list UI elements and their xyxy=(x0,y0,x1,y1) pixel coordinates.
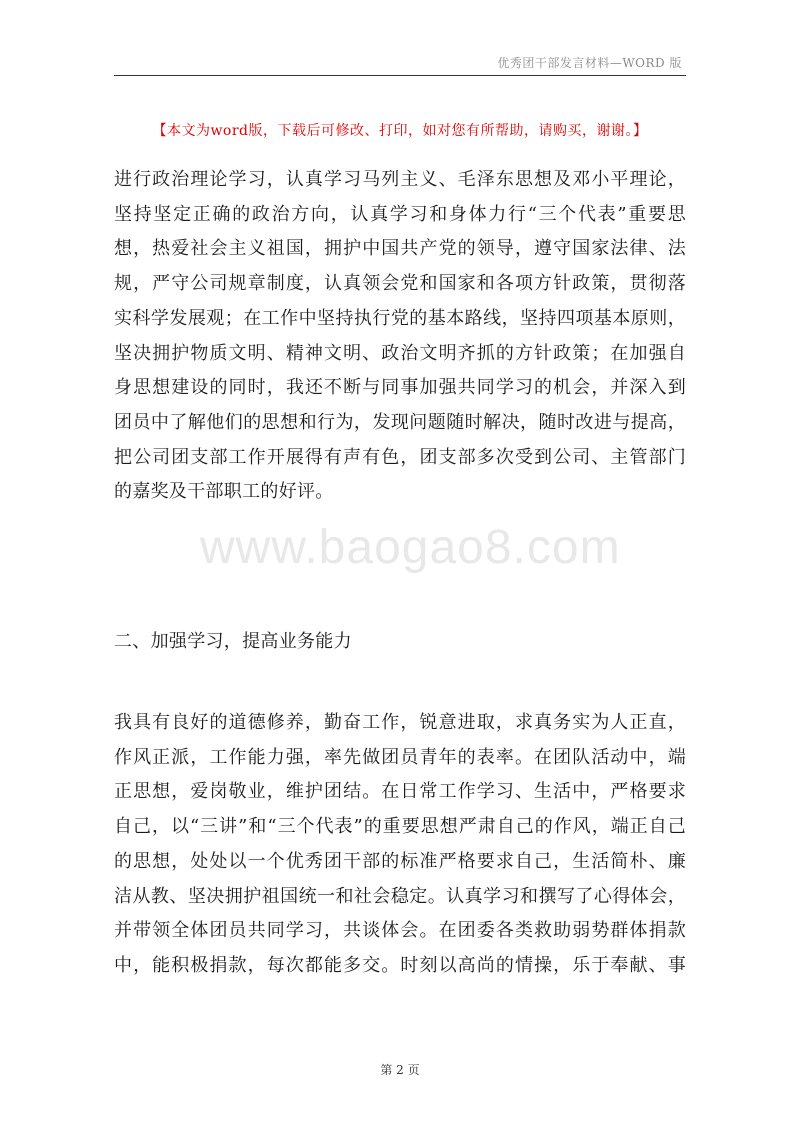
paragraph-line: 身思想建设的同时，我还不断与同事加强共同学习的机会，并深入到 xyxy=(114,377,686,399)
paragraph-line: 进行政治理论学习，认真学习马列主义、毛泽东思想及邓小平理论， xyxy=(114,169,686,190)
paragraph-line: 正思想，爱岗敬业，维护团结。在日常工作学习、生活中，严格要求 xyxy=(114,781,686,803)
paragraph-line: 想，热爱社会主义祖国，拥护中国共产党的领导，遵守国家法律、法 xyxy=(114,238,686,260)
paragraph-line: 作风正派，工作能力强，率先做团员青年的表率。在团队活动中，端 xyxy=(114,746,686,768)
paragraph-line: 我具有良好的道德修养，勤奋工作，锐意进取，求真务实为人正直， xyxy=(114,712,686,733)
page-number: 第 2 页 xyxy=(380,1063,420,1077)
paragraph-line: 并带领全体团员共同学习，共谈体会。在团委各类救助弱势群体捐款 xyxy=(114,920,686,942)
paragraph-2 xyxy=(114,706,686,984)
paragraph-line: 的嘉奖及干部职工的好评。 xyxy=(114,481,334,503)
paragraph-line: 团员中了解他们的思想和行为，发现问题随时解决，随时改进与提高， xyxy=(114,411,686,433)
paragraph-line: 坚持坚定正确的政治方向，认真学习和身体力行“三个代表”重要思 xyxy=(114,203,686,225)
paragraph-line: 规，严守公司规章制度，认真领会党和国家和各项方针政策，贯彻落 xyxy=(114,273,686,295)
paragraph-line: 实科学发展观；在工作中坚持执行党的基本路线，坚持四项基本原则， xyxy=(114,307,686,329)
section-heading: 二、加强学习，提高业务能力 xyxy=(114,631,352,652)
header-divider xyxy=(114,75,686,76)
paragraph-1 xyxy=(114,163,686,510)
paragraph-line: 的思想，处处以一个优秀团干部的标准严格要求自己，生活简朴、廉 xyxy=(114,850,686,872)
paragraph-line: 自己，以“三讲”和“三个代表”的重要思想严肃自己的作风，端正自己 xyxy=(114,816,686,838)
paragraph-line: 坚决拥护物质文明、精神文明、政治文明齐抓的方针政策；在加强自 xyxy=(114,342,686,364)
paragraph-line: 把公司团支部工作开展得有声有色，团支部多次受到公司、主管部门 xyxy=(114,446,686,468)
purchase-notice: 【本文为word版，下载后可修改、打印，如对您有所帮助，请购买，谢谢。】 xyxy=(152,123,648,139)
paragraph-line: 中，能积极捐款，每次都能多交。时刻以高尚的情操，乐于奉献、事 xyxy=(114,954,686,976)
paragraph-line: 洁从教、坚决拥护祖国统一和社会稳定。认真学习和撰写了心得体会， xyxy=(114,885,686,907)
watermark-text: www.baogao8.com xyxy=(200,521,621,574)
document-header-title: 优秀团干部发言材料—WORD 版 xyxy=(497,56,682,70)
